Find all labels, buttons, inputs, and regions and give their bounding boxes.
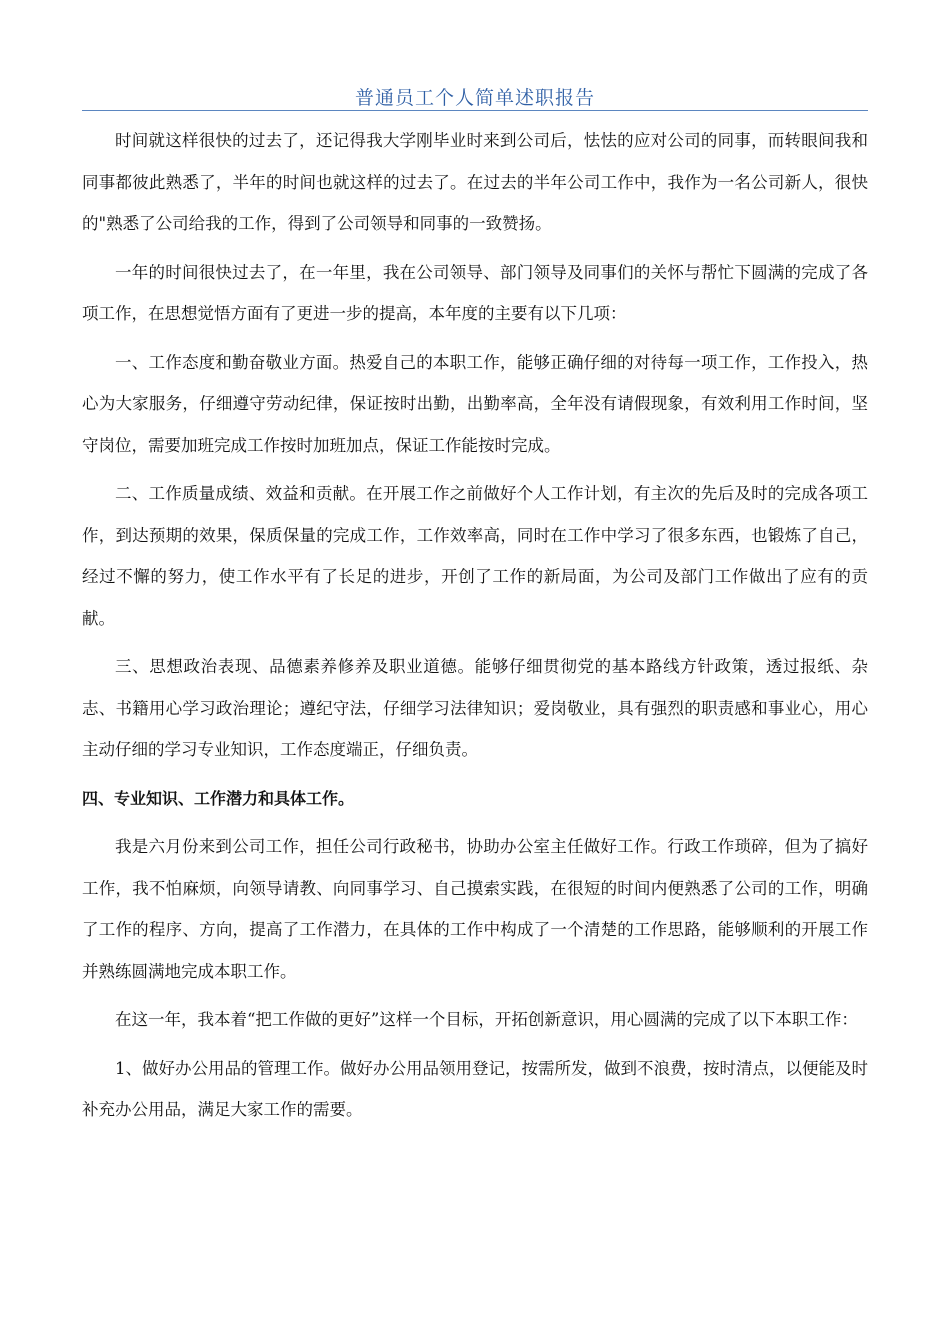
paragraph-intro: 时间就这样很快的过去了，还记得我大学刚毕业时来到公司后，怯怯的应对公司的同事，而转眼间我和同事都彼此熟悉了，半年的时间也就这样的过去了。在过去的半年公司工作中，我作为一名公司新人，很快的"熟悉了公司给我的工作，得到了公司领导和同事的一致赞扬。 [82, 131, 868, 233]
paragraph-goal: 在这一年，我本着“把工作做的更好”这样一个目标，开拓创新意识，用心圆满的完成了以下本职工作： [115, 1010, 858, 1029]
page-title: 普通员工个人简单述职报告 [354, 87, 595, 109]
paragraph-politics: 三、思想政治表现、品德素养修养及职业道德。能够仔细贯彻党的基本路线方针政策，透过报纸、杂志、书籍用心学习政治理论；遵纪守法，仔细学习法律知识；爱岗敬业，具有强烈的职责感和事业心，用心主动仔细的学习专业知识，工作态度端正，仔细负责。 [82, 657, 868, 759]
paragraph-work-detail: 我是六月份来到公司工作，担任公司行政秘书，协助办公室主任做好工作。行政工作琐碎，但为了搞好工作，我不怕麻烦，向领导请教、向同事学习、自己摸索实践，在很短的时间内便熟悉了公司的工作，明确了工作的程序、方向，提高了工作潜力，在具体的工作中构成了一个清楚的工作思路，能够顺利的开展工作并熟练圆满地完成本职工作。 [82, 837, 868, 981]
paragraph-summary: 一年的时间很快过去了，在一年里，我在公司领导、部门领导及同事们的关怀与帮忙下圆满的完成了各项工作，在思想觉悟方面有了更进一步的提高，本年度的主要有以下几项： [82, 262, 868, 323]
page-header [82, 80, 868, 111]
paragraph-attitude: 一、工作态度和勤奋敬业方面。热爱自己的本职工作，能够正确仔细的对待每一项工作，工作投入，热心为大家服务，仔细遵守劳动纪律，保证按时出勤，出勤率高，全年没有请假现象，有效利用工作时间，坚守岗位，需要加班完成工作按时加班加点，保证工作能按时完成。 [82, 352, 868, 455]
document-body [82, 120, 868, 1131]
paragraph-office-supplies: 1、做好办公用品的管理工作。做好办公用品领用登记，按需所发，做到不浪费，按时清点，以便能及时补充办公用品，满足大家工作的需要。 [82, 1058, 868, 1119]
section-heading-4: 四、专业知识、工作潜力和具体工作。 [82, 788, 355, 808]
paragraph-quality: 二、工作质量成绩、效益和贡献。在开展工作之前做好个人工作计划，有主次的先后及时的完成各项工作，到达预期的效果，保质保量的完成工作，工作效率高，同时在工作中学习了很多东西，也锻炼了自己，经过不懈的努力，使工作水平有了长足的进步，开创了工作的新局面，为公司及部门工作做出了应有的贡献。 [82, 484, 868, 628]
